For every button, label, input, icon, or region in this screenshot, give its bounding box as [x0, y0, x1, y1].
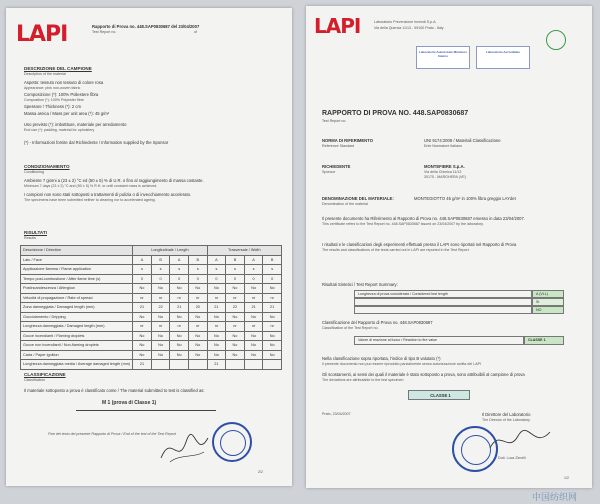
table-header-description: Descrizione / Direction: [21, 246, 133, 256]
table-row: [21, 312, 282, 322]
laboratory-stamp-icon: [452, 426, 498, 472]
table-row: [21, 331, 282, 341]
table-cell: nr: [244, 293, 263, 303]
classification-row: [354, 336, 524, 345]
results-summary-caption: Risultati Sintetici / Test Report Summary:: [322, 282, 398, 287]
classification-caption-en: Classification of the Test Report no.: [322, 326, 379, 330]
page-number: 2/2: [258, 470, 263, 474]
table-row-label: Postincandescenza / Afterglow: [21, 284, 133, 294]
report-number-en: Test Report no.: [92, 30, 117, 34]
note-text: Nella classificazione sopra riportata, l'indice di tipo B valutato (*): [322, 356, 441, 361]
reference-standard-label: NORMA DI RIFERIMENTO: [322, 138, 373, 143]
material-value: MONTEGIOTTO 45 g/m² in 100% fibra greggio LAYdet: [414, 196, 516, 201]
table-cell: nr: [244, 322, 263, 332]
page-number: 1/2: [564, 476, 569, 480]
table-cell: No: [170, 350, 189, 360]
classification-value: M 1 (prova di Classe 1): [102, 400, 157, 406]
table-cell: 22: [226, 303, 245, 313]
table-header-row: [21, 246, 282, 256]
table-cell: No: [244, 331, 263, 341]
lapi-logo: LAPI: [16, 22, 68, 47]
table-cell: s: [226, 265, 245, 275]
result-row: [354, 306, 532, 314]
sponsor-label-en: Sponsor: [322, 170, 336, 174]
table-cell: No: [189, 341, 208, 351]
table-cell: No: [207, 350, 226, 360]
classification-text: Il materiale sottoposto a prova è classificato come / The material submitted to test is classified as:: [24, 388, 205, 393]
table-cell: No: [170, 312, 189, 322]
table-cell: 0: [244, 274, 263, 284]
table-row-label: Tempo post-combustione / After flame time (s): [21, 274, 133, 284]
table-cell: 0: [189, 274, 208, 284]
sponsor-name: MONTEFIBRE S.p.A.: [424, 164, 465, 169]
table-cell: B: [226, 255, 245, 265]
sample-line: Appearance: pink non-woven fabric: [24, 86, 81, 90]
table-cell: s: [151, 265, 170, 275]
table-cell: No: [170, 331, 189, 341]
conditioning-line: The specimens have been submitted neither to cleaning nor to accelerated ageing.: [24, 198, 156, 202]
conditioning-section-subtitle: Conditioning: [24, 170, 44, 174]
table-cell: 21: [133, 303, 152, 313]
lab-address: Via della Quercia 11/13 - 59100 Prato - Italy: [374, 26, 444, 30]
table-cell: No: [263, 284, 282, 294]
table-cell: A: [133, 255, 152, 265]
table-row: [21, 303, 282, 313]
table-cell: No: [133, 331, 152, 341]
table-row: [21, 322, 282, 332]
classification-caption: Classificazione del Rapporto di Prova no. 448.SAP0830687: [322, 320, 433, 325]
table-header-transverse: Trasversale / Width: [207, 246, 281, 256]
ministry-accreditation-badge: [416, 46, 470, 69]
table-cell: nr: [226, 322, 245, 332]
sample-section-subtitle: Description of the material: [24, 72, 66, 76]
divider: [76, 410, 216, 411]
table-cell: 0: [170, 274, 189, 284]
table-cell: No: [189, 284, 208, 294]
table-row-label: Carta / Paper ignition: [21, 350, 133, 360]
table-row-label: Gocce non incendianti / Non-flaming droplets: [21, 341, 133, 351]
table-cell: s: [170, 265, 189, 275]
end-of-text-note: Fine del testo del presente Rapporto di Prova / End of the text of the Test Report: [48, 432, 176, 436]
table-cell: [189, 360, 208, 370]
table-cell: No: [207, 284, 226, 294]
sponsor-label: RICHIEDENTE: [322, 164, 351, 169]
table-cell: s: [207, 265, 226, 275]
note-text: Il presente documento non può essere riprodotto parzialmente senza autorizzazione scritta del LAPI: [322, 362, 482, 366]
signer-name: Dott. Luca Zimelli: [498, 456, 526, 460]
table-cell: 0: [207, 274, 226, 284]
material-label-en: Denomination of the material: [322, 202, 368, 206]
table-cell: nr: [170, 293, 189, 303]
table-row: [21, 341, 282, 351]
table-row: [21, 350, 282, 360]
class-result-box: CLASSE 1: [408, 390, 470, 400]
results-section-subtitle: Results: [24, 236, 36, 240]
table-cell: nr: [151, 322, 170, 332]
lapi-logo: LAPI: [314, 14, 361, 38]
table-cell: No: [263, 341, 282, 351]
table-cell: No: [133, 350, 152, 360]
table-row-label: Gocciolamento / Dripping: [21, 312, 133, 322]
table-cell: s: [189, 265, 208, 275]
classification-section-subtitle: Classification: [24, 378, 46, 382]
paragraph-text-en: This certificate refers to the Test Report no. 448.SAP0830687 issued on 23/04/2007 by the laboratory.: [322, 222, 484, 226]
table-cell: 21: [244, 303, 263, 313]
table-cell: No: [189, 312, 208, 322]
table-cell: No: [151, 312, 170, 322]
sponsor-address: 30175 - MARGHERA (VE): [424, 175, 466, 179]
conditioning-line: Minimum 7 days (23 ± 2) °C and (50 ± 5) % R.H. or until constant mass is achieved.: [24, 184, 158, 188]
signer-title: Il Direttore del Laboratorio: [482, 412, 531, 417]
report-title-en: Test Report no.: [322, 119, 347, 123]
issue-date: Prato, 23/04/2007: [322, 412, 351, 416]
reference-standard-label-en: Reference Standard: [322, 144, 355, 148]
sample-line: Uso previsto (*): imbottiture, materiale per arredamento: [24, 122, 127, 127]
watermark-text: 中国纺织网: [532, 492, 578, 502]
table-cell: nr: [207, 293, 226, 303]
table-cell: 0: [133, 274, 152, 284]
conditioning-line: Ambiente 7 giorni a (23 ± 2) °C ed (50 ± 5) % di U.R. o fino al raggiungimento di massa costante.: [24, 178, 204, 183]
table-row: [21, 274, 282, 284]
table-cell: nr: [151, 293, 170, 303]
signer-title-en: The Director of the Laboratory: [482, 418, 530, 422]
table-cell: No: [133, 284, 152, 294]
table-cell: nr: [133, 293, 152, 303]
table-cell: No: [244, 341, 263, 351]
accredia-badge: [476, 46, 530, 69]
table-cell: No: [151, 284, 170, 294]
table-row-label: Applicazione fiamma / Flame application: [21, 265, 133, 275]
table-row: [21, 284, 282, 294]
table-cell: B: [151, 255, 170, 265]
table-cell: No: [170, 341, 189, 351]
result-row-value: Sì: [532, 298, 564, 306]
table-cell: No: [151, 350, 170, 360]
sponsor-address: Via della Chimica 11/13: [424, 170, 462, 174]
table-row-label: Zona danneggiata / Damaged length (mm): [21, 303, 133, 313]
laboratory-stamp-icon: [212, 422, 252, 462]
table-cell: No: [189, 331, 208, 341]
table-cell: B: [263, 255, 282, 265]
sample-section-title: DESCRIZIONE DEL CAMPIONE: [24, 66, 92, 71]
table-cell: No: [244, 284, 263, 294]
table-cell: 0: [151, 274, 170, 284]
sample-line: Aspetto: tessuto non tessuto di colore rosa: [24, 80, 104, 85]
table-row-label: Velocità di propagazione / Rate of spread: [21, 293, 133, 303]
report-title: RAPPORTO DI PROVA NO. 448.SAP0830687: [322, 110, 469, 117]
table-cell: No: [189, 350, 208, 360]
table-cell: [263, 360, 282, 370]
conditioning-line: I campioni non sono stati sottoposti a trattamenti di pulizia o di invecchiamento accelerato.: [24, 192, 192, 197]
table-cell: No: [263, 312, 282, 322]
table-row: [21, 360, 282, 370]
table-cell: 21: [207, 360, 226, 370]
table-row-label: Gocce incendianti / Flaming droplets: [21, 331, 133, 341]
table-cell: nr: [263, 293, 282, 303]
classification-section-title: CLASSIFICAZIONE: [24, 372, 66, 377]
result-row-label: Lunghezza di prova considerata / Considered test length: [358, 292, 448, 296]
table-cell: 21: [170, 303, 189, 313]
sample-line: Spessore / Thickness (*): 2 cm: [24, 104, 81, 109]
table-cell: No: [226, 284, 245, 294]
table-cell: s: [244, 265, 263, 275]
sample-note: (*) - Informazioni fornite dal Richiedente / Information supplied by the Sponsor: [24, 140, 169, 145]
accreditation-text: Laboratorio Autorizzato Ministero Interno: [419, 50, 467, 58]
table-header-longitudinal: Longitudinale / Length: [133, 246, 207, 256]
material-label: DENOMINAZIONE DEL MATERIALE:: [322, 196, 394, 201]
conditioning-section-title: CONDIZIONAMENTO: [24, 164, 70, 169]
table-cell: 21: [263, 303, 282, 313]
table-cell: No: [226, 331, 245, 341]
lab-name: Laboratorio Prevenzione Incendi S.p.A.: [374, 20, 437, 24]
table-cell: nr: [189, 322, 208, 332]
table-row: [21, 255, 282, 265]
table-cell: 21: [207, 303, 226, 313]
table-cell: s: [133, 265, 152, 275]
table-cell: nr: [207, 322, 226, 332]
table-cell: nr: [189, 293, 208, 303]
note-text: Gli scostamenti, ai sensi dei quali il materiale è stato sottoposto a prova, sono attribuibili al campione di prova: [322, 372, 525, 377]
handwritten-signature: [156, 428, 216, 468]
table-cell: No: [133, 312, 152, 322]
report-number-line: Rapporto di Prova no. 448.SAP0830687 del 23/04/2007: [92, 24, 200, 29]
paragraph-text: Il presente documento ha Riferimento al Rapporto di Prova no. 448.SAP0830687 emesso in data 23/04/2007.: [322, 216, 525, 221]
table-cell: No: [263, 350, 282, 360]
sample-line: End use (*): padding, material for upholstery: [24, 128, 95, 132]
result-row: [354, 290, 532, 298]
table-cell: 22: [151, 303, 170, 313]
table-cell: No: [151, 341, 170, 351]
table-cell: No: [226, 312, 245, 322]
table-cell: 0: [263, 274, 282, 284]
result-row-value: A (VLL): [532, 290, 564, 298]
table-cell: No: [207, 341, 226, 351]
table-cell: [151, 360, 170, 370]
table-row-label: Lunghezza danneggiata media / Average damaged length (mm): [21, 360, 133, 370]
table-cell: No: [244, 312, 263, 322]
sample-line: Massa areica / Mass per unit area (*): 45 g/m²: [24, 111, 110, 116]
table-cell: A: [170, 255, 189, 265]
table-cell: 21: [133, 360, 152, 370]
table-cell: No: [263, 331, 282, 341]
table-cell: [170, 360, 189, 370]
classification-row-label: Valore di reazione al fuoco / Reaction to fire value: [358, 338, 438, 342]
result-row-value: NO: [532, 306, 564, 314]
table-cell: No: [207, 312, 226, 322]
reference-standard-value-2: Ente Normatore Italiano: [424, 144, 462, 148]
table-row-label: Lunghezza danneggiata / Damaged length (mm): [21, 322, 133, 332]
paragraph-text-en: The results and classifications of the tests carried out in LAPI are reported in the Test Report: [322, 248, 469, 252]
table-cell: nr: [263, 322, 282, 332]
table-cell: [244, 360, 263, 370]
table-cell: 0: [226, 274, 245, 284]
table-cell: No: [151, 331, 170, 341]
table-cell: No: [244, 350, 263, 360]
table-cell: No: [226, 341, 245, 351]
table-cell: No: [133, 341, 152, 351]
left-report-page: [6, 8, 292, 486]
table-cell: A: [207, 255, 226, 265]
table-cell: No: [226, 350, 245, 360]
table-cell: A: [244, 255, 263, 265]
result-row: [354, 298, 532, 306]
table-cell: s: [263, 265, 282, 275]
table-cell: nr: [170, 322, 189, 332]
table-row: [21, 265, 282, 275]
table-row-label: Lato / Face: [21, 255, 133, 265]
reference-standard-value: UNI 9174:2008 / Materiali Classificazione: [424, 138, 501, 143]
results-section-title: RISULTATI: [24, 230, 47, 235]
certification-logo-icon: [546, 30, 566, 50]
table-cell: 20: [189, 303, 208, 313]
table-cell: nr: [226, 293, 245, 303]
table-cell: No: [207, 331, 226, 341]
table-cell: [226, 360, 245, 370]
sample-line: Composizione (*): 100% Poliestere fibra: [24, 92, 99, 97]
results-table: [20, 245, 282, 370]
note-text: The deviations are attributable to the test specimen: [322, 378, 404, 382]
accreditation-text: Laboratorio Accreditato: [486, 50, 520, 54]
sample-line: Composition (*): 100% Polyester fibre: [24, 98, 84, 102]
table-cell: No: [170, 284, 189, 294]
report-number-of: of: [194, 30, 197, 34]
right-report-page: [306, 6, 592, 488]
table-cell: B: [189, 255, 208, 265]
classification-row-value: CLASSE 1: [524, 336, 564, 345]
table-row: [21, 293, 282, 303]
paragraph-text: I risultati e le classificazioni degli esperimenti effettuati presso il LAPI sono riportati nel Rapporto di Prova: [322, 242, 517, 247]
results-table-body: [21, 255, 282, 369]
table-cell: nr: [133, 322, 152, 332]
